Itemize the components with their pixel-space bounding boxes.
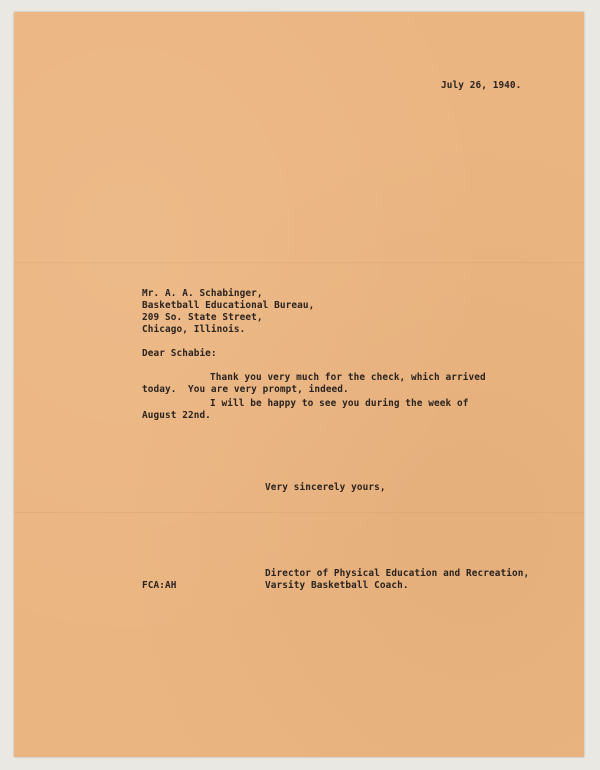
signature-title-line: Varsity Basketball Coach.	[265, 580, 409, 591]
signature-title-line: Director of Physical Education and Recreation,	[265, 568, 530, 579]
address-line: Chicago, Illinois.	[142, 324, 246, 335]
address-line: 209 So. State Street,	[142, 312, 263, 323]
reference-initials: FCA:AH	[142, 580, 177, 591]
paragraph-line: I will be happy to see you during the week of	[210, 398, 469, 409]
paper-fold-line	[14, 512, 584, 513]
paper-fold-line	[14, 262, 584, 263]
letter-page	[14, 12, 584, 757]
closing: Very sincerely yours,	[265, 482, 386, 493]
address-line: Mr. A. A. Schabinger,	[142, 288, 263, 299]
paragraph-line: August 22nd.	[142, 410, 211, 421]
letter-date: July 26, 1940.	[441, 80, 522, 91]
address-line: Basketball Educational Bureau,	[142, 300, 315, 311]
paragraph-line: Thank you very much for the check, which arrived	[210, 372, 486, 383]
paragraph-line: today. You are very prompt, indeed.	[142, 384, 349, 395]
salutation: Dear Schabie:	[142, 348, 217, 359]
